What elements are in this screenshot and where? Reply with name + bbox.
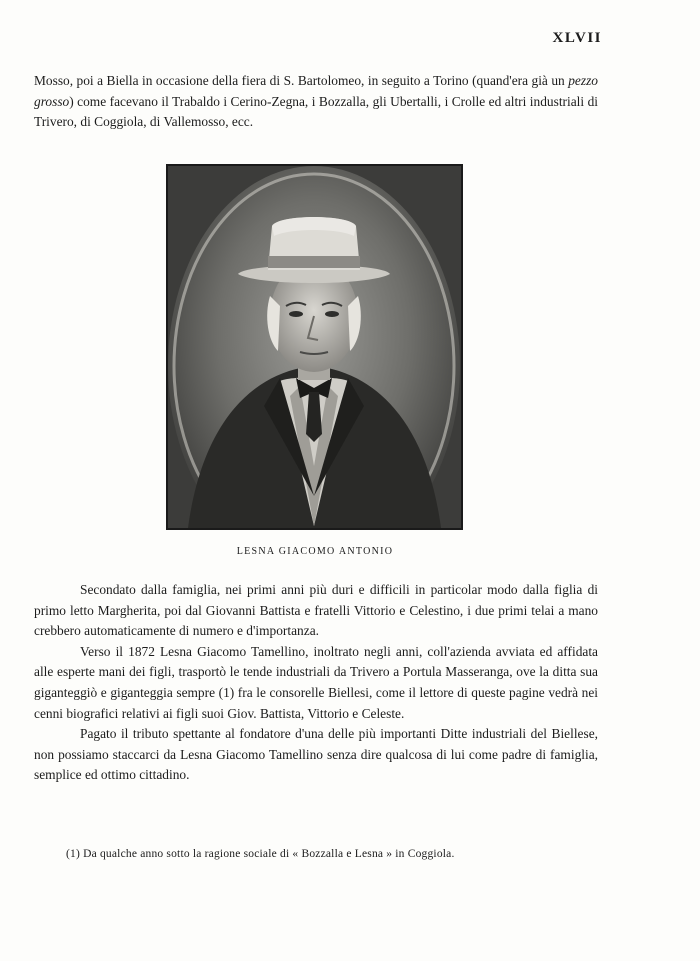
intro-text-start: Mosso, poi a Biella in occasione della fiera di S. Bartolomeo, in seguito a Torino (quand'era già un	[34, 73, 569, 88]
intro-text-end: ) come facevano il Trabaldo i Cerino-Zegna, i Bozzalla, gli Ubertalli, i Crolle ed altri industriali di Trivero, di Coggiola, di Vallemosso, ecc.	[34, 93, 598, 130]
paragraph-1: Secondato dalla famiglia, nei primi anni più duri e difficili in particolar modo dalla figlia di primo letto Margherita, poi dal Giovanni Battista e fratelli Vittorio e Celestino, i due primi telai a mano crebbero automaticamente di numero e d'importanza.	[34, 582, 598, 639]
paragraph-2: Verso il 1872 Lesna Giacomo Tamellino, inoltrato negli anni, coll'azienda avviata ed affidata alle esperte mani dei figli, trasportò le tende industriali da Trivero a Portula Masseranga, ove la ditta sua giganteggiò e giganteggia sempre (1) fra le consorelle Biellesi, come il lettore di queste pagine vedrà nei cenni biografici relativi ai figli suoi Giov. Battista, Vittorio e Celeste.	[34, 643, 598, 721]
paragraph-3: Pagato il tributo spettante al fondatore d'una delle più importanti Ditte industriali del Biellese, non possiamo staccarci da Lesna Giacomo Tamellino senza dire qualcosa di lui come padre di famiglia, semplice ed ottimo cittadino.	[34, 726, 598, 783]
photo-caption: LESNA GIACOMO ANTONIO	[236, 546, 394, 557]
page-number: XLVII	[552, 30, 602, 46]
intro-italic-phrase: pezzo grosso	[34, 73, 598, 109]
intro-paragraph	[34, 71, 598, 133]
portrait-photo	[166, 164, 463, 530]
portrait-image	[168, 166, 461, 528]
footnote: (1) Da qualche anno sotto la ragione sociale di « Bozzalla e Lesna » in Coggiola.	[66, 848, 455, 860]
body-text	[34, 580, 598, 786]
